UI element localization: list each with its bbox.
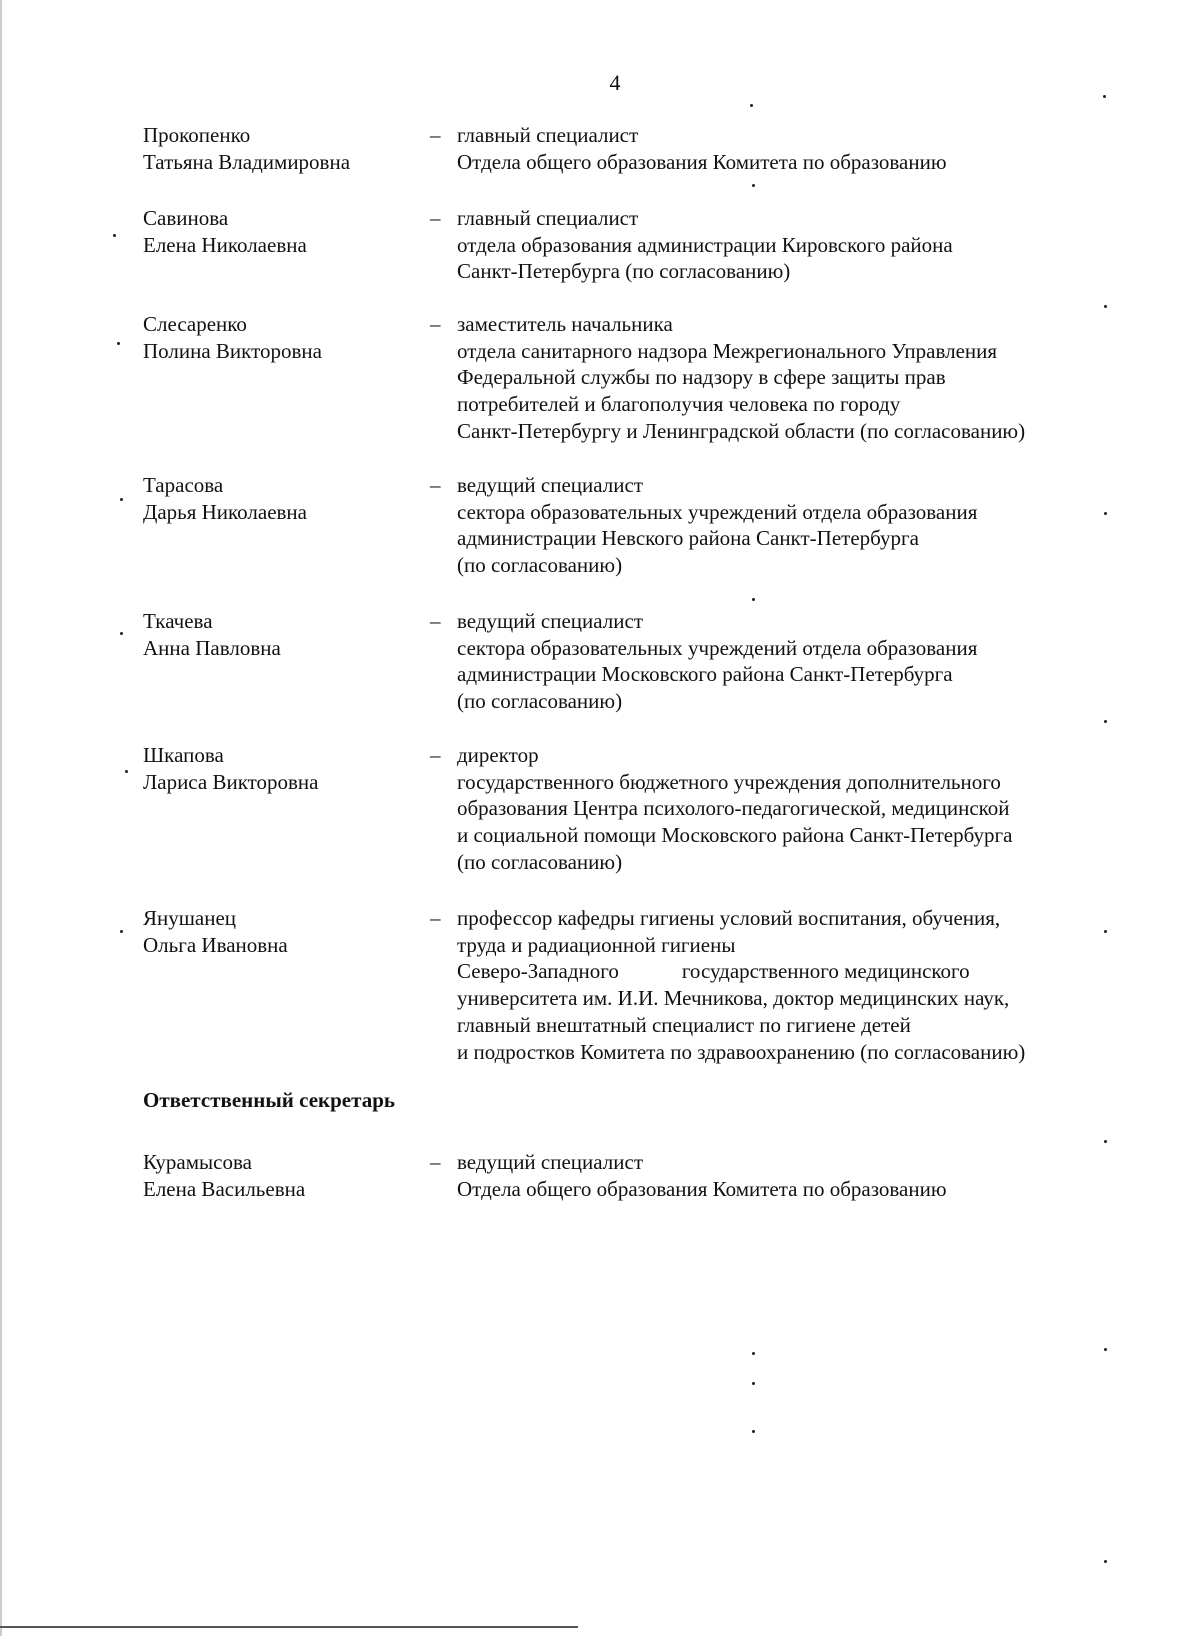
role-line: отдела образования администрации Кировского района xyxy=(457,232,953,257)
member-name xyxy=(143,472,423,525)
member-dash: – xyxy=(430,206,441,230)
scan-speck xyxy=(113,234,116,237)
member-name xyxy=(143,905,423,958)
member-given-name: Анна Павловна xyxy=(143,635,281,660)
member-surname: Слесаренко xyxy=(143,312,247,336)
role-line: и подростков Комитета по здравоохранению (по согласованию) xyxy=(457,1039,1026,1064)
role-line: профессор кафедры гигиены условий воспитания, обучения, xyxy=(457,906,1001,930)
member-name xyxy=(143,311,423,364)
role-line: университета им. И.И. Мечникова, доктор медицинских наук, xyxy=(457,986,1010,1011)
role-line: государственного бюджетного учреждения дополнительного xyxy=(457,769,1001,794)
scan-speck xyxy=(750,104,753,107)
scan-speck xyxy=(752,1430,755,1433)
scan-speck xyxy=(1104,1560,1107,1563)
member-dash: – xyxy=(430,609,441,633)
scan-speck xyxy=(752,1382,755,1385)
scan-speck xyxy=(752,1352,755,1355)
member-surname: Тарасова xyxy=(143,473,224,497)
role-line: Отдела общего образования Комитета по образованию xyxy=(457,149,947,174)
scan-speck xyxy=(1103,95,1106,98)
role-line: сектора образовательных учреждений отдела образования xyxy=(457,499,978,524)
member-surname: Курамысова xyxy=(143,1150,252,1174)
member-role xyxy=(457,905,1200,1065)
member-surname: Ткачева xyxy=(143,609,213,633)
role-line: ведущий специалист xyxy=(457,609,643,633)
member-role xyxy=(457,122,1200,175)
role-line: Северо-Западного государственного медицинского xyxy=(457,959,970,984)
member-entry xyxy=(143,311,1143,472)
page-number: 4 xyxy=(609,70,621,95)
member-given-name: Елена Николаевна xyxy=(143,232,307,257)
member-entry xyxy=(143,122,1143,205)
role-line: Санкт-Петербурга (по согласованию) xyxy=(457,259,791,284)
role-line: Федеральной службы по надзору в сфере защиты прав xyxy=(457,365,946,390)
member-name xyxy=(143,742,423,795)
scan-speck xyxy=(120,930,123,933)
role-line: (по согласованию) xyxy=(457,849,623,874)
member-dash: – xyxy=(430,473,441,497)
member-role xyxy=(457,608,1200,715)
role-line: Санкт-Петербургу и Ленинградской области (по согласованию) xyxy=(457,418,1026,443)
secretary-heading: Ответственный секретарь xyxy=(143,1088,395,1112)
role-line: (по согласованию) xyxy=(457,553,623,578)
secretary-entry xyxy=(143,1149,1143,1209)
role-line: (по согласованию) xyxy=(457,689,623,714)
member-role xyxy=(457,742,1200,876)
scan-speck xyxy=(120,632,123,635)
scan-speck xyxy=(1104,512,1107,515)
role-line: потребителей и благополучия человека по городу xyxy=(457,392,901,417)
member-surname: Янушанец xyxy=(143,906,237,930)
role-line: Отдела общего образования Комитета по образованию xyxy=(457,1176,947,1201)
member-given-name: Полина Викторовна xyxy=(143,338,322,363)
scan-speck xyxy=(1104,305,1107,308)
member-given-name: Елена Васильевна xyxy=(143,1176,306,1201)
role-line: ведущий специалист xyxy=(457,1150,643,1174)
scan-speck xyxy=(1104,1348,1107,1351)
member-entry xyxy=(143,608,1143,742)
role-line: труда и радиационной гигиены xyxy=(457,932,736,957)
member-surname: Прокопенко xyxy=(143,123,251,147)
member-name xyxy=(143,122,423,175)
member-entry xyxy=(143,742,1143,905)
member-given-name: Лариса Викторовна xyxy=(143,769,319,794)
role-line: главный внештатный специалист по гигиене детей xyxy=(457,1012,911,1037)
bottom-rule xyxy=(0,1626,578,1628)
member-entry xyxy=(143,472,1143,608)
role-line: главный специалист xyxy=(457,206,639,230)
role-line: и социальной помощи Московского района Санкт-Петербурга xyxy=(457,823,1013,848)
role-line: образования Центра психолого-педагогической, медицинской xyxy=(457,796,1010,821)
scan-speck xyxy=(752,184,755,187)
member-surname: Шкапова xyxy=(143,743,224,767)
role-line: ведущий специалист xyxy=(457,473,643,497)
member-given-name: Татьяна Владимировна xyxy=(143,149,351,174)
role-line: сектора образовательных учреждений отдела образования xyxy=(457,635,978,660)
member-dash: – xyxy=(430,906,441,930)
commission-member-list xyxy=(143,122,1143,1209)
scan-speck xyxy=(120,498,123,501)
scan-speck xyxy=(1104,1140,1107,1143)
scan-speck xyxy=(125,770,128,773)
scan-speck xyxy=(1104,720,1107,723)
member-role xyxy=(457,472,1200,579)
member-dash: – xyxy=(430,123,441,147)
role-line: заместитель начальника xyxy=(457,312,673,336)
member-name xyxy=(143,1149,423,1202)
member-dash: – xyxy=(430,312,441,336)
member-name xyxy=(143,205,423,258)
member-role xyxy=(457,1149,1200,1202)
role-line: администрации Московского района Санкт-Петербурга xyxy=(457,662,953,687)
member-dash: – xyxy=(430,1150,441,1174)
role-line: директор xyxy=(457,743,539,767)
role-line: администрации Невского района Санкт-Петербурга xyxy=(457,526,919,551)
role-line: главный специалист xyxy=(457,123,639,147)
member-given-name: Ольга Ивановна xyxy=(143,932,288,957)
scan-left-edge xyxy=(0,0,2,1636)
member-name xyxy=(143,608,423,661)
member-entry xyxy=(143,205,1143,311)
member-surname: Савинова xyxy=(143,206,229,230)
member-role xyxy=(457,205,1200,285)
scan-speck xyxy=(1104,930,1107,933)
member-role xyxy=(457,311,1200,445)
scan-speck xyxy=(117,342,120,345)
member-dash: – xyxy=(430,743,441,767)
member-given-name: Дарья Николаевна xyxy=(143,499,307,524)
role-line: отдела санитарного надзора Межрегионального Управления xyxy=(457,338,998,363)
scan-speck xyxy=(752,598,755,601)
member-entry xyxy=(143,905,1143,1087)
